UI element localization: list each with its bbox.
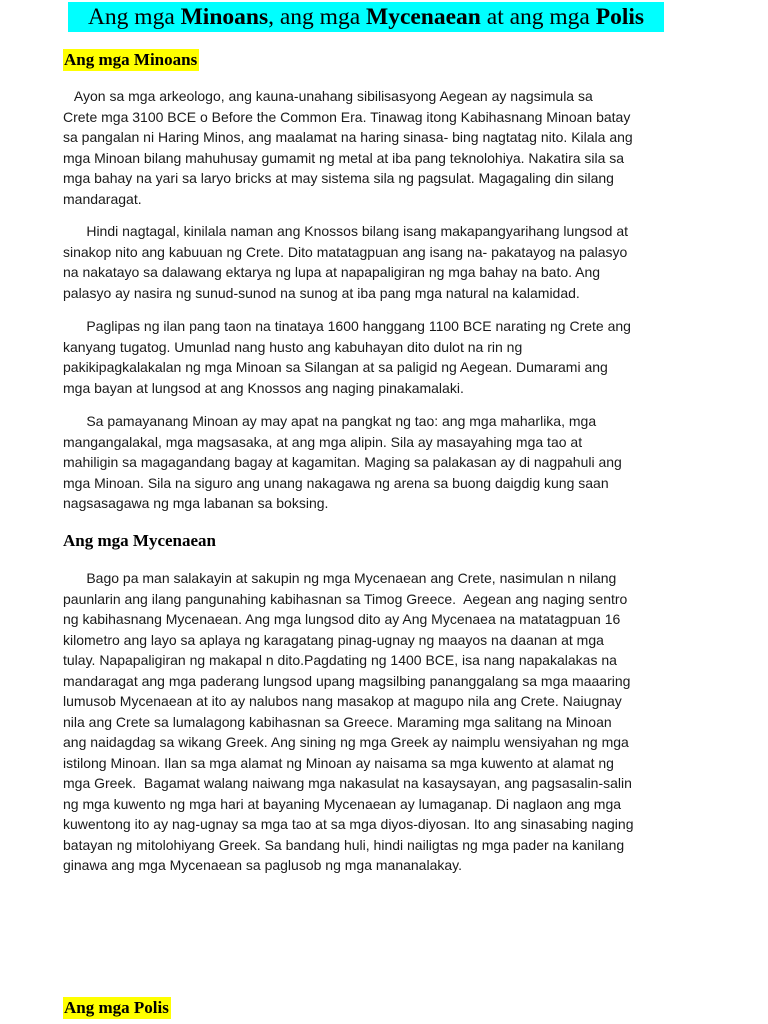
text-line: na nakatayo sa dalawang ektarya ng lupa at napapaligiran ng mga bahay na bato. Ang xyxy=(63,264,601,280)
text-line: mga Greek. Bagamat walang naiwang mga nakasulat na kasaysayan, ang pagsasalin-salin xyxy=(63,775,632,791)
text-line: nagsasagawa ng mga labanan sa boksing. xyxy=(63,495,329,511)
paragraph-minoans-2 xyxy=(63,221,683,303)
text-line: batayan ng mitolohiyang Greek. Sa bandang huli, hindi nailigtas ng mga pader na kanilang xyxy=(63,836,625,853)
text-line: mga bayan at lungsod at ang Knossos ang naging pinakamalaki. xyxy=(63,379,464,396)
text-line: ng kabihasnang Mycenaean. Ang mga lungsod dito ay Ang Mycenaea na matatagpuan 16 xyxy=(63,611,621,627)
text-line: sinakop nito ang kabuuan ng Crete. Dito matatagpuan ang isang na- pakatayog na palasyo xyxy=(63,243,628,260)
text-line: mandaragat. xyxy=(63,190,142,207)
text-line: kanyang tugatog. Umunlad nang husto ang kabuhayan dito dulot na rin ng xyxy=(63,338,523,355)
text-line: istilong Minoan. Ilan sa mga alamat ng Minoan ay naisama sa mga kuwento at alamat ng xyxy=(63,754,614,771)
paragraph-minoans-3 xyxy=(63,316,683,398)
heading-polis: Ang mga Polis xyxy=(64,998,169,1017)
title-mycenaean: Mycenaean xyxy=(366,4,481,30)
text-line: pakikipagkalakalan ng mga Minoan sa Silangan at sa paligid ng Aegean. Dumarami ang xyxy=(63,359,608,375)
page-title xyxy=(68,2,664,32)
text-line: palasyo ay nasira ng sunud-sunod na sunog at iba pang mga natural na kalamidad. xyxy=(63,284,580,301)
text-line: mandaragat ang mga paderang lungsod upang magsilbing pananggalang sa mga maaaring xyxy=(63,672,631,689)
text-line: sa pangalan ni Haring Minos, ang maalamat na haring sinasa- bing nagtatag nito. Kilala ang xyxy=(63,129,633,145)
paragraph-mycenaean-1 xyxy=(63,568,683,876)
text-line: nila ang Crete sa lumalagong kabihasnan sa Greece. Maraming mga salitang na Minoan xyxy=(63,713,612,730)
text-line: Paglipas ng ilan pang taon na tinataya 1600 hanggang 1100 BCE narating ng Crete ang xyxy=(63,318,631,334)
text-line: Hindi nagtagal, kinilala naman ang Knossos bilang isang makapangyarihang lungsod at xyxy=(63,223,629,239)
text-line: mangangalakal, mga magsasaka, at ang mga alipin. Sila ay masayahing mga tao at xyxy=(63,433,583,450)
text-line: Crete mga 3100 BCE o Before the Common Era. Tinawag itong Kabihasnang Minoan batay xyxy=(63,108,631,125)
title-part-2: , ang mga xyxy=(268,4,367,30)
text-line: ng mga kuwento ng mga hari at bayaning Mycenaean ay lumaganap. Di naglaon ang mga xyxy=(63,795,622,812)
title-part-1: Ang mga xyxy=(87,4,181,30)
text-line: ginawa ang mga Mycenaean sa paglusob ng mga mananalakay. xyxy=(63,857,462,873)
heading-minoans: Ang mga Minoans xyxy=(64,50,198,69)
title-minoans: Minoans xyxy=(180,4,269,30)
text-line: mga Minoan bilang mahuhusay gumamit ng metal at iba pang teknolohiya. Nakatira sila sa xyxy=(63,149,625,166)
heading-mycenaean: Ang mga Mycenaean xyxy=(63,531,216,550)
title-part-3: at ang mga xyxy=(480,4,596,30)
text-line: Ayon sa mga arkeologo, ang kauna-unahang sibilisasyong Aegean ay nagsimula sa xyxy=(63,88,593,104)
text-line: lumusob Mycenaean at ito ay nalubos nang masakop at magupo nila ang Crete. Naiugnay xyxy=(63,693,622,709)
text-line: Sa pamayanang Minoan ay may apat na pangkat ng tao: ang mga maharlika, mga xyxy=(63,413,597,429)
text-line: Bago pa man salakayin at sakupin ng mga Mycenaean ang Crete, nasimulan n nilang xyxy=(63,570,617,586)
text-line: kilometro ang layo sa aplaya ng karagatang pinag-ugnay ng maayos na daanan at mga xyxy=(63,631,604,648)
paragraph-minoans-1 xyxy=(63,86,683,209)
text-line: mga Minoan. Sila na siguro ang unang nakagawa ng arena sa buong daigdig kung saan xyxy=(63,474,609,491)
text-line: kuwentong ito ay nag-ugnay sa mga tao at sa mga diyos-diyosan. Ito ang sinasabing naging xyxy=(63,816,634,832)
text-line: ang naidagdag sa wikang Greek. Ang sining ng mga Greek ay naimplu wensiyahan ng mga xyxy=(63,734,629,750)
text-line: paunlarin ang ilang pangunahing kabihasnan sa Timog Greece. Aegean ang naging sentro xyxy=(63,590,628,607)
title-polis: Polis xyxy=(595,4,645,30)
text-line: tulay. Napapaligiran ng makapal n dito.Pagdating ng 1400 BCE, isa nang napakalakas na xyxy=(63,652,617,668)
text-line: mahiligin sa magagandang bagay at kagamitan. Maging sa palakasan ay di nagpahuli ang xyxy=(63,454,622,470)
paragraph-minoans-4 xyxy=(63,411,683,514)
text-line: mga bahay na yari sa laryo bricks at may sistema sila ng pagsulat. Magagaling din silang xyxy=(63,170,614,186)
